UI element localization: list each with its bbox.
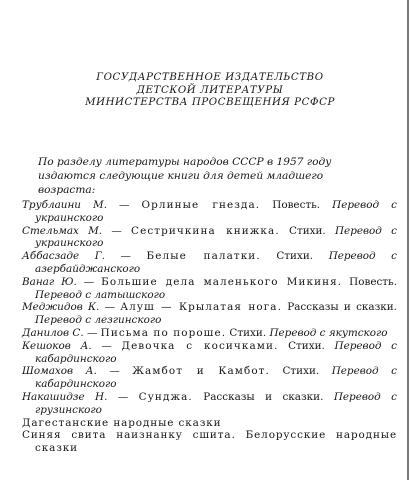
book-translation-note: Перевод с якутского	[269, 326, 388, 339]
intro-paragraph: По разделу литературы народов СССР в 1957 году издаются следующие книги для детей младшего возраста:	[38, 156, 332, 196]
book-item	[22, 301, 397, 327]
book-author: Кешоков А. —	[22, 339, 112, 352]
book-author: Меджидов К. —	[22, 301, 115, 314]
book-genre: Стихи.	[229, 326, 267, 339]
book-item	[22, 365, 397, 391]
book-author: Накашидзе Н. —	[22, 390, 129, 403]
book-item	[22, 327, 397, 340]
book-translation-note: Перевод с кабардинского	[35, 339, 397, 365]
book-genre: Стихи.	[289, 224, 326, 237]
book-title: Письма по пороше.	[100, 326, 227, 339]
book-translation-note: Перевод с азербайджанского	[35, 250, 398, 275]
book-translation-note: Перевод с кабардинского	[35, 365, 397, 391]
book-title: Орлиные гнезда.	[141, 199, 261, 211]
book-genre: Стихи.	[288, 339, 325, 352]
book-item-folk: Синяя свита наизнанку сшита. Белорусские народные сказки	[22, 429, 397, 455]
book-author: Трублаини М. —	[22, 199, 130, 211]
book-genre: Рассказы и сказки.	[203, 390, 324, 403]
book-translation-note: Перевод с грузинского	[35, 390, 397, 416]
book-title: Белые палатки.	[146, 250, 261, 263]
publisher-header	[40, 72, 380, 110]
book-item	[22, 276, 397, 302]
book-genre: Повесть.	[349, 275, 397, 288]
book-title: Девочка с косичками.	[121, 339, 279, 352]
book-author: Стельмах М. —	[22, 224, 122, 237]
book-item-folk: Дагестанские народные сказки	[22, 416, 222, 429]
book-genre: Рассказы и сказки.	[287, 301, 397, 314]
book-list	[22, 199, 397, 455]
book-title: Сестричкина книжка.	[131, 224, 280, 237]
publisher-line-1: ГОСУДАРСТВЕННОЕ ИЗДАТЕЛЬСТВО	[96, 72, 324, 83]
book-title: Жамбот и Камбот.	[132, 365, 270, 378]
book-translation-note: Перевод с украинского	[35, 224, 397, 250]
book-author: Данилов С. —	[22, 326, 98, 339]
book-item	[22, 340, 397, 366]
book-title: Большие дела маленького Микиня.	[101, 275, 343, 288]
page-edge-line	[407, 0, 409, 480]
book-genre: Повесть.	[272, 199, 321, 211]
book-genre: Стихи.	[282, 365, 320, 378]
book-genre: Стихи.	[276, 250, 314, 263]
book-title: Сунджа.	[138, 390, 193, 403]
book-item	[22, 391, 397, 417]
book-author: Шомахов А. —	[22, 365, 120, 378]
book-author: Ванаг Ю. —	[22, 275, 95, 288]
book-item	[22, 199, 397, 225]
book-translation-note: Перевод с латышского	[35, 288, 166, 301]
book-item	[22, 250, 397, 276]
book-title: Алуш — Крылатая нога.	[120, 301, 283, 314]
publisher-line-2: ДЕТСКОЙ ЛИТЕРАТУРЫ	[136, 84, 284, 96]
book-item	[22, 225, 397, 251]
publisher-line-3: МИНИСТЕРСТВА ПРОСВЕЩЕНИЯ РСФСР	[85, 97, 335, 108]
book-author: Аббасзаде Г. —	[22, 250, 131, 263]
book-translation-note: Перевод с украинского	[35, 199, 397, 224]
book-translation-note: Перевод с лезгинского	[35, 314, 162, 327]
